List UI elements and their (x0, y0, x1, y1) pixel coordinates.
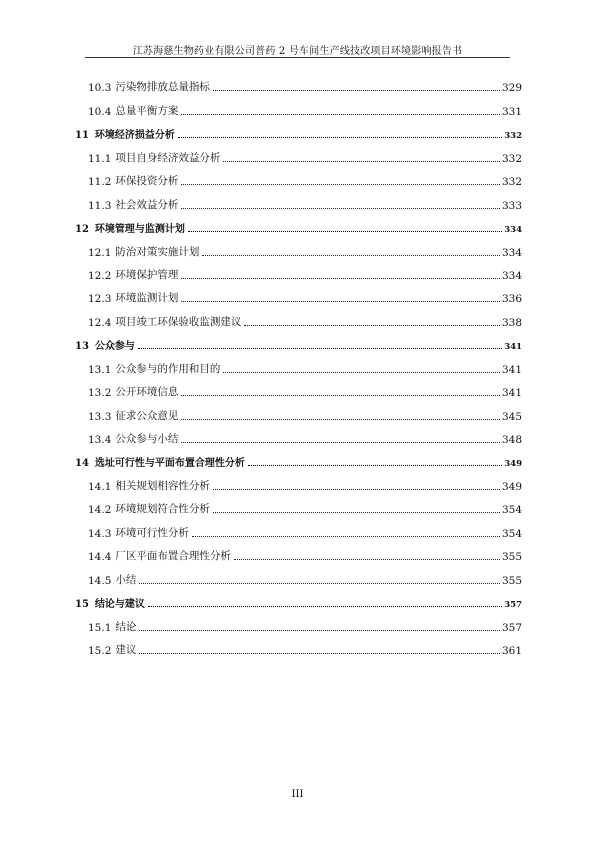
toc-entry-title: 征求公众意见 (115, 409, 179, 422)
toc-entry-number: 15 (75, 599, 89, 611)
toc-entry-number: 15.2 (88, 644, 112, 657)
toc-entry-number: 10.4 (88, 105, 112, 118)
toc-entry-number: 11.3 (88, 199, 112, 212)
toc-entry-title: 选址可行性与平面布置合理性分析 (94, 458, 245, 470)
toc-entry-title: 相关规划相容性分析 (115, 479, 210, 492)
toc-entry-page: 345 (501, 410, 522, 423)
toc-entry-title: 小结 (115, 573, 137, 586)
toc-entry-page: 355 (501, 574, 522, 587)
dot-leader (234, 559, 500, 560)
toc-entry-title: 环境可行性分析 (115, 526, 189, 539)
dot-leader (192, 536, 500, 537)
dot-leader (181, 301, 500, 302)
toc-section-entry[interactable] (75, 376, 522, 399)
dot-leader (181, 208, 500, 209)
toc-entry-title: 总量平衡方案 (115, 104, 179, 117)
toc-entry-page: 349 (501, 480, 522, 493)
toc-entry-page: 341 (504, 342, 522, 353)
dot-leader (181, 278, 500, 279)
toc-section-entry[interactable] (75, 94, 522, 117)
toc-entry-number: 12 (75, 224, 89, 236)
toc-entry-page: 334 (501, 246, 522, 259)
toc-entry-number: 12.4 (88, 316, 112, 329)
toc-section-entry[interactable] (75, 305, 522, 328)
toc-entry-number: 14.3 (88, 527, 112, 540)
toc-section-entry[interactable] (75, 165, 522, 188)
dot-leader (139, 653, 500, 654)
toc-entry-title: 公众参与 (94, 341, 135, 353)
toc-section-entry[interactable] (75, 259, 522, 282)
toc-entry-number: 13.1 (88, 363, 112, 376)
toc-entry-page: 355 (501, 551, 522, 564)
dot-leader (223, 161, 500, 162)
toc-entry-title: 公众参与的作用和目的 (115, 362, 221, 375)
dot-leader (188, 231, 502, 232)
toc-entry-page: 348 (501, 434, 522, 446)
toc-section-entry[interactable] (75, 352, 522, 375)
dot-leader (248, 465, 502, 466)
toc-entry-title: 环保投资分析 (115, 175, 179, 188)
toc-entry-page: 357 (501, 621, 522, 634)
toc-entry-number: 11.1 (88, 152, 112, 165)
toc-section-entry[interactable] (75, 634, 522, 657)
toc-entry-page: 349 (504, 459, 522, 470)
toc-entry-page: 336 (501, 293, 522, 306)
toc-section-entry[interactable] (75, 493, 522, 516)
dot-leader (148, 606, 502, 607)
toc-entry-number: 14.5 (88, 574, 112, 587)
table-of-contents (75, 71, 522, 657)
toc-section-entry[interactable] (75, 610, 522, 633)
dot-leader (181, 442, 500, 443)
toc-section-entry[interactable] (75, 540, 522, 563)
toc-entry-number: 12.1 (88, 246, 112, 259)
toc-entry-number: 12.3 (88, 293, 112, 306)
toc-entry-title: 结论与建议 (94, 599, 145, 611)
toc-entry-number: 11 (75, 130, 89, 142)
toc-entry-page: 334 (504, 225, 522, 236)
toc-entry-title: 项目自身经济效益分析 (115, 151, 221, 164)
toc-entry-page: 338 (501, 316, 522, 329)
toc-entry-title: 环境监测计划 (115, 292, 179, 305)
page-number: III (291, 789, 304, 800)
toc-entry-number: 12.2 (88, 269, 112, 282)
toc-section-entry[interactable] (75, 282, 522, 305)
toc-section-entry[interactable] (75, 235, 522, 258)
toc-entry-number: 11.2 (88, 176, 112, 189)
toc-entry-title: 公开环境信息 (115, 386, 179, 399)
toc-entry-title: 环境管理与监测计划 (94, 224, 185, 236)
toc-entry-number: 14.2 (88, 504, 112, 517)
toc-entry-page: 329 (501, 82, 522, 95)
toc-entry-number: 14.4 (88, 551, 112, 564)
toc-section-entry[interactable] (75, 141, 522, 164)
toc-entry-number: 10.3 (88, 82, 112, 95)
dot-leader (139, 583, 500, 584)
dot-leader (181, 419, 500, 420)
toc-chapter-entry[interactable] (75, 212, 522, 235)
dot-leader (138, 348, 502, 349)
dot-leader (181, 114, 500, 115)
toc-entry-number: 13 (75, 341, 89, 353)
toc-entry-page: 334 (501, 269, 522, 282)
header-rule (85, 57, 510, 58)
dot-leader (181, 184, 500, 185)
toc-entry-number: 14.1 (88, 480, 112, 493)
toc-entry-page: 332 (501, 176, 522, 189)
toc-chapter-entry[interactable] (75, 118, 522, 141)
toc-chapter-entry[interactable] (75, 329, 522, 352)
toc-entry-title: 环境经济损益分析 (94, 130, 175, 142)
toc-entry-title: 环境保护管理 (115, 268, 179, 281)
toc-section-entry[interactable] (75, 399, 522, 422)
toc-section-entry[interactable] (75, 563, 522, 586)
toc-section-entry[interactable] (75, 423, 522, 446)
toc-entry-title: 污染物排放总量指标 (115, 81, 210, 94)
toc-entry-title: 厂区平面布置合理性分析 (115, 550, 231, 563)
toc-entry-title: 社会效益分析 (115, 198, 179, 211)
toc-entry-page: 333 (501, 199, 522, 212)
toc-entry-title: 公众参与小结 (115, 433, 179, 445)
toc-entry-number: 14 (75, 458, 89, 470)
toc-entry-page: 354 (501, 527, 522, 540)
dot-leader (178, 137, 502, 138)
toc-entry-page: 357 (504, 600, 522, 611)
toc-entry-page: 331 (501, 105, 522, 118)
dot-leader (213, 512, 500, 513)
toc-entry-title: 环境规划符合性分析 (115, 503, 210, 516)
toc-section-entry[interactable] (75, 71, 522, 94)
toc-entry-number: 13.3 (88, 410, 112, 423)
toc-chapter-entry[interactable] (75, 587, 522, 610)
toc-entry-page: 354 (501, 504, 522, 517)
dot-leader (213, 489, 500, 490)
toc-entry-title: 建议 (115, 643, 137, 656)
toc-section-entry[interactable] (75, 469, 522, 492)
dot-leader (213, 90, 500, 91)
toc-entry-page: 341 (501, 387, 522, 400)
toc-entry-title: 项目竣工环保验收监测建议 (115, 315, 242, 328)
dot-leader (202, 255, 500, 256)
running-header: 江苏海慈生物药业有限公司普药 2 号车间生产线技改项目环境影响报告书 (132, 46, 463, 57)
toc-entry-title: 防治对策实施计划 (115, 245, 200, 258)
dot-leader (181, 395, 500, 396)
toc-section-entry[interactable] (75, 188, 522, 211)
toc-entry-page: 361 (501, 644, 522, 657)
toc-entry-page: 332 (504, 131, 522, 142)
dot-leader (139, 630, 500, 631)
toc-entry-number: 15.1 (88, 621, 112, 634)
toc-entry-number: 13.2 (88, 387, 112, 400)
toc-entry-title: 结论 (115, 620, 137, 633)
toc-section-entry[interactable] (75, 516, 522, 539)
toc-chapter-entry[interactable] (75, 446, 522, 469)
dot-leader (244, 325, 500, 326)
dot-leader (223, 372, 500, 373)
toc-entry-page: 332 (501, 152, 522, 165)
toc-entry-number: 13.4 (88, 434, 112, 446)
toc-entry-page: 341 (501, 363, 522, 376)
